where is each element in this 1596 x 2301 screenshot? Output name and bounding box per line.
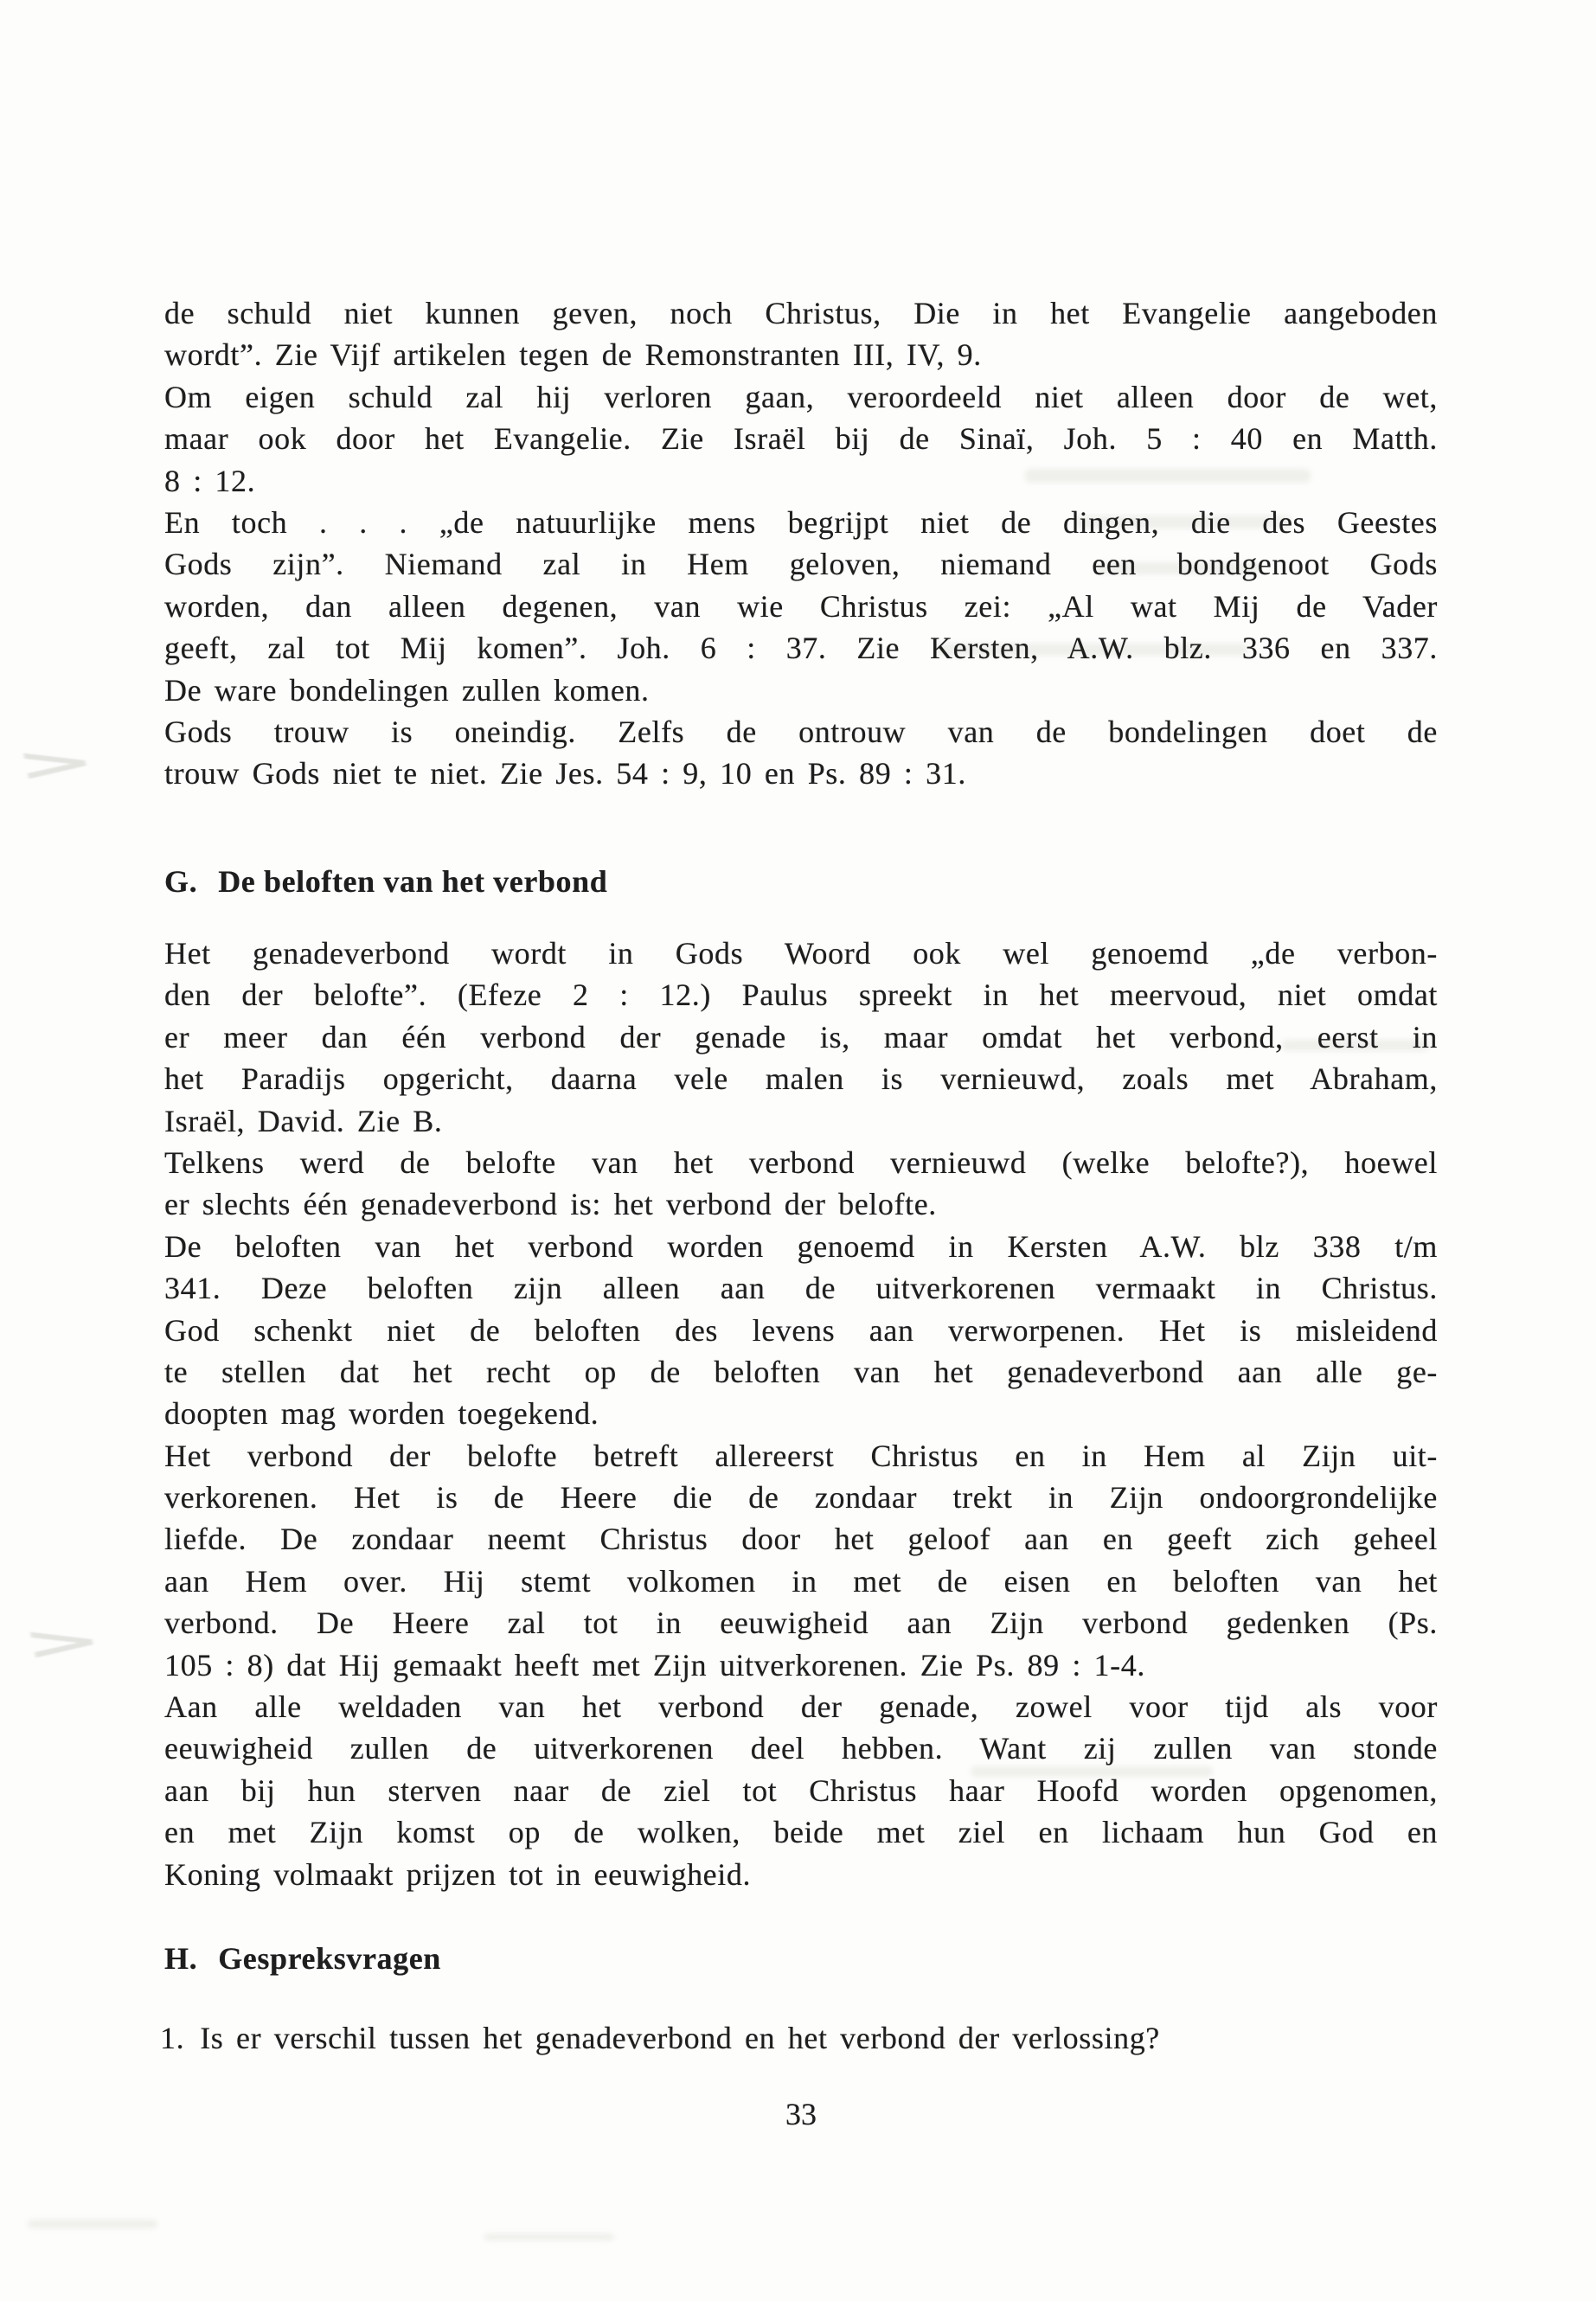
question-item-1 [160,2017,1440,2059]
text-line: Gods zijn”. Niemand zal in Hem geloven, niemand een bondgenoot Gods [164,547,1438,582]
section-title: De beloften van het verbond [218,864,608,899]
text-line: verkorenen. Het is de Heere die de zondaar trekt in Zijn ondoorgrondelijke [164,1480,1438,1516]
text-line: 105 : 8) dat Hij gemaakt heeft met Zijn uitverkorenen. Zie Ps. 89 : 1-4. [164,1647,1145,1682]
text-line: te stellen dat het recht op de beloften van het genadeverbond aan alle ge- [164,1354,1438,1389]
text-line: maar ook door het Evangelie. Zie Israël bij de Sinaï, Joh. 5 : 40 en Matth. [164,421,1438,457]
question-text: Is er verschil tussen het genadeverbond en het verbond der verlossing? [200,2021,1160,2055]
text-line: er slechts één genadeverbond is: het verbond der belofte. [164,1187,937,1222]
section-letter: H. [164,1941,198,1976]
page-number: 33 [785,2097,817,2131]
text-line: de schuld niet kunnen geven, noch Christus, Die in het Evangelie aangeboden [164,296,1438,330]
bleedthrough-smudge [28,2220,157,2228]
text-line: aan bij hun sterven naar de ziel tot Christus haar Hoofd worden opgenomen, [164,1772,1438,1808]
text-line: Gods trouw is oneindig. Zelfs de ontrouw van de bondelingen doet de [164,714,1438,749]
text-line: Telkens werd de belofte van het verbond vernieuwd (welke belofte?), hoewel [164,1144,1438,1180]
page-curl-artifact: > [10,734,101,792]
text-line: Koning volmaakt prijzen tot in eeuwigheid. [164,1856,752,1892]
text-line: en met Zijn komst op de wolken, beide met ziel en lichaam hun God en [164,1815,1438,1850]
text-line: het Paradijs opgericht, daarna vele malen is vernieuwd, zoals met Abraham, [164,1061,1438,1097]
text-line: liefde. De zondaar neemt Christus door het geloof aan en geeft zich geheel [164,1522,1438,1557]
bleedthrough-smudge [484,2234,614,2240]
text-line: geeft, zal tot Mij komen”. Joh. 6 : 37. Zie Kersten, A.W. blz. 336 en 337. [164,631,1438,666]
text-line: Israël, David. Zie B. [164,1103,443,1138]
section-heading-h [164,1938,1438,1979]
text-line: wordt”. Zie Vijf artikelen tegen de Remonstranten III, IV, 9. [164,337,982,373]
text-line: verbond. De Heere zal tot in eeuwigheid aan Zijn verbond gedenken (Ps. [164,1606,1438,1641]
section-title: Gespreksvragen [218,1941,441,1976]
text-line: worden, dan alleen degenen, van wie Christus zei: „Al wat Mij de Vader [164,588,1438,624]
text-line: Het verbond der belofte betreft allereerst Christus en in Hem al Zijn uit- [164,1438,1438,1473]
question-number: 1. [160,2021,185,2055]
text-line: trouw Gods niet te niet. Zie Jes. 54 : 9, 10 en Ps. 89 : 31. [164,756,966,792]
paragraph-block-intro [164,292,1438,795]
text-line: doopten mag worden toegekend. [164,1396,599,1432]
paragraph-block-beloften [164,933,1438,1895]
page-curl-artifact: > [16,1613,108,1670]
text-line: Het genadeverbond wordt in Gods Woord ook wel genoemd „de verbon- [164,936,1438,971]
section-heading-g [164,861,1438,902]
text-line: Om eigen schuld zal hij verloren gaan, veroordeeld niet alleen door de wet, [164,379,1438,414]
text-line: eeuwigheid zullen de uitverkorenen deel hebben. Want zij zullen van stonde [164,1731,1438,1766]
text-line: En toch . . . „de natuurlijke mens begrijpt niet de dingen, die des Geestes [164,504,1438,540]
text-line: De beloften van het verbond worden genoemd in Kersten A.W. blz 338 t/m [164,1228,1438,1264]
section-letter: G. [164,864,198,899]
text-line: 341. Deze beloften zijn alleen aan de uitverkorenen vermaakt in Christus. [164,1271,1438,1306]
text-line: den der belofte”. (Efeze 2 : 12.) Paulus spreekt in het meervoud, niet omdat [164,977,1438,1013]
text-line: De ware bondelingen zullen komen. [164,672,650,708]
text-line: Aan alle weldaden van het verbond der genade, zowel voor tijd als voor [164,1689,1438,1725]
text-line: 8 : 12. [164,463,256,498]
text-line: er meer dan één verbond der genade is, maar omdat het verbond, eerst in [164,1019,1438,1054]
text-line: aan Hem over. Hij stemt volkomen in met de eisen en beloften van het [164,1563,1438,1599]
text-line: God schenkt niet de beloften des levens aan verworpenen. Het is misleidend [164,1312,1438,1348]
